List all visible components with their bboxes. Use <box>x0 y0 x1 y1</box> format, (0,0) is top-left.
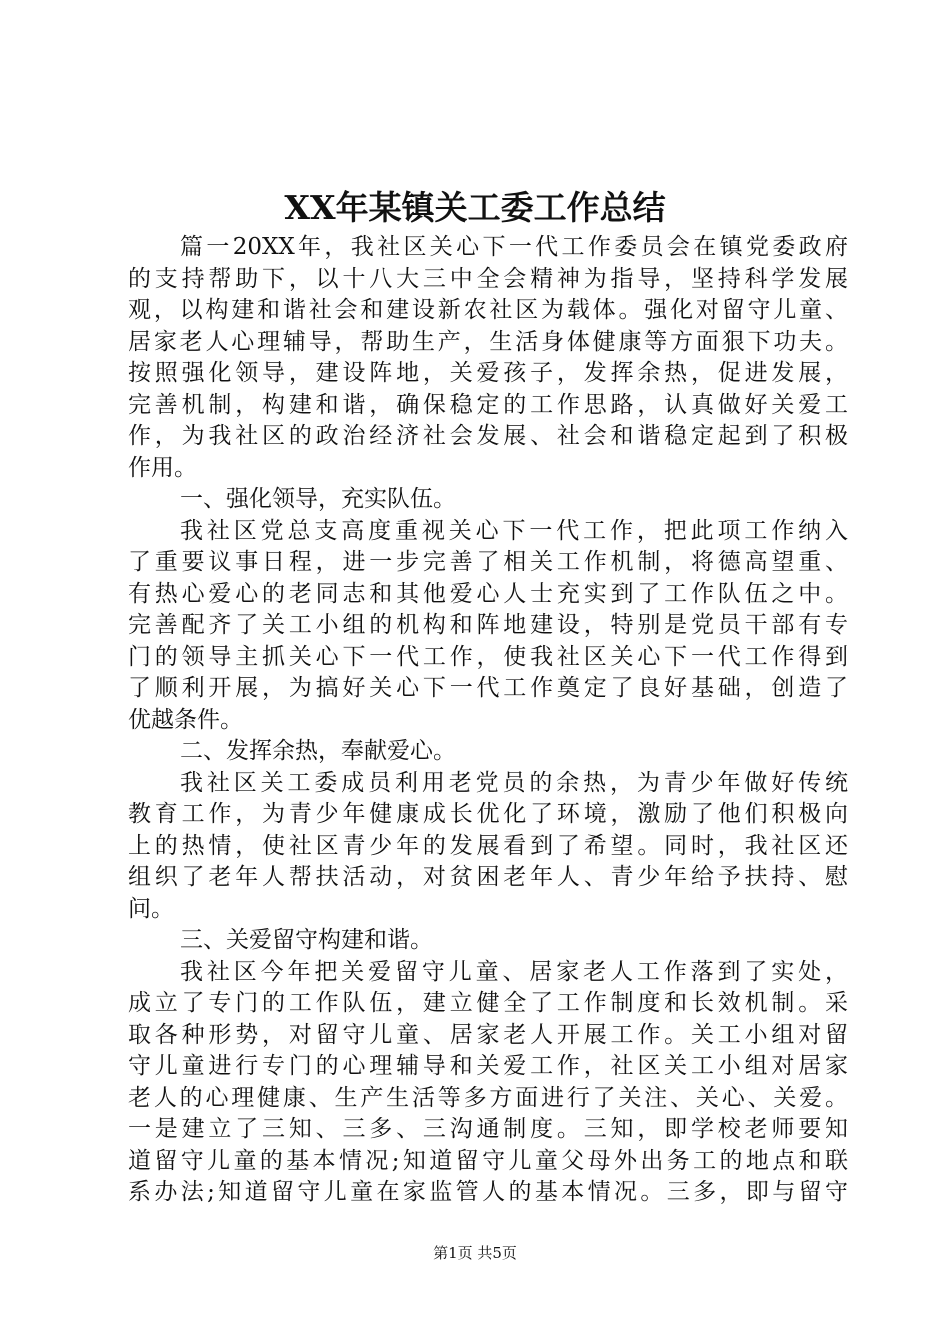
text-line: 了顺利开展，为搞好关心下一代工作奠定了良好基础，创造了 <box>128 675 848 701</box>
text-line: 上的热情，使社区青少年的发展看到了希望。同时，我社区还 <box>128 832 848 859</box>
text-line: 门的领导主抓关心下一代工作，使我社区关心下一代工作得到 <box>128 643 848 670</box>
text-line: 三、关爱留守构建和谐。 <box>180 927 433 953</box>
text-line: 道留守儿童的基本情况;知道留守儿童父母外出务工的地点和联 <box>128 1147 848 1174</box>
text-line: 优越条件。 <box>128 706 243 733</box>
text-line: 的支持帮助下，以十八大三中全会精神为指导，坚持科学发展 <box>128 265 848 292</box>
text-line: 了重要议事日程，进一步完善了相关工作机制，将德高望重、 <box>128 549 848 575</box>
text-line: 组织了老年人帮扶活动，对贫困老年人、青少年给予扶持、慰 <box>128 864 848 890</box>
text-line: 我社区党总支高度重视关心下一代工作，把此项工作纳入 <box>180 517 848 544</box>
document-body <box>128 232 848 1209</box>
document-title: XX年某镇关工委工作总结 <box>284 188 666 227</box>
text-line: 作用。 <box>128 454 197 481</box>
text-line: 系办法;知道留守儿童在家监管人的基本情况。三多，即与留守 <box>128 1179 848 1205</box>
text-line: 我社区关工委成员利用老党员的余热，为青少年做好传统 <box>180 769 848 796</box>
text-line: 取各种形势，对留守儿童、居家老人开展工作。关工小组对留 <box>128 1021 848 1048</box>
text-line: 守儿童进行专门的心理辅导和关爱工作，社区关工小组对居家 <box>128 1053 848 1079</box>
text-line: 有热心爱心的老同志和其他爱心人士充实到了工作队伍之中。 <box>128 580 848 607</box>
text-line: 成立了专门的工作队伍，建立健全了工作制度和长效机制。采 <box>128 990 848 1016</box>
page-footer: 第1页 共5页 <box>433 1244 517 1262</box>
text-line: 教育工作，为青少年健康成长优化了环境，激励了他们积极向 <box>128 801 848 827</box>
text-line: 老人的心理健康、生产生活等多方面进行了关注、关心、关爱。 <box>128 1084 848 1111</box>
text-line: 一是建立了三知、三多、三沟通制度。三知，即学校老师要知 <box>128 1116 848 1142</box>
text-line: 我社区今年把关爱留守儿童、居家老人工作落到了实处， <box>180 958 848 985</box>
text-line: 二、发挥余热，奉献爱心。 <box>180 738 456 764</box>
text-line: 居家老人心理辅导，帮助生产，生活身体健康等方面狠下功夫。 <box>128 328 848 355</box>
text-line: 完善机制，构建和谐，确保稳定的工作思路，认真做好关爱工 <box>128 391 848 418</box>
text-line: 观，以构建和谐社会和建设新农社区为载体。强化对留守儿童、 <box>128 297 848 323</box>
text-line: 篇一20XX年，我社区关心下一代工作委员会在镇党委政府 <box>180 234 848 260</box>
text-line: 一、强化领导，充实队伍。 <box>180 486 456 512</box>
text-line: 完善配齐了关工小组的机构和阵地建设，特别是党员干部有专 <box>128 612 848 638</box>
text-line: 按照强化领导，建设阵地，关爱孩子，发挥余热，促进发展， <box>128 360 848 386</box>
text-line: 作，为我社区的政治经济社会发展、社会和谐稳定起到了积极 <box>128 423 848 449</box>
text-line: 问。 <box>128 895 174 922</box>
